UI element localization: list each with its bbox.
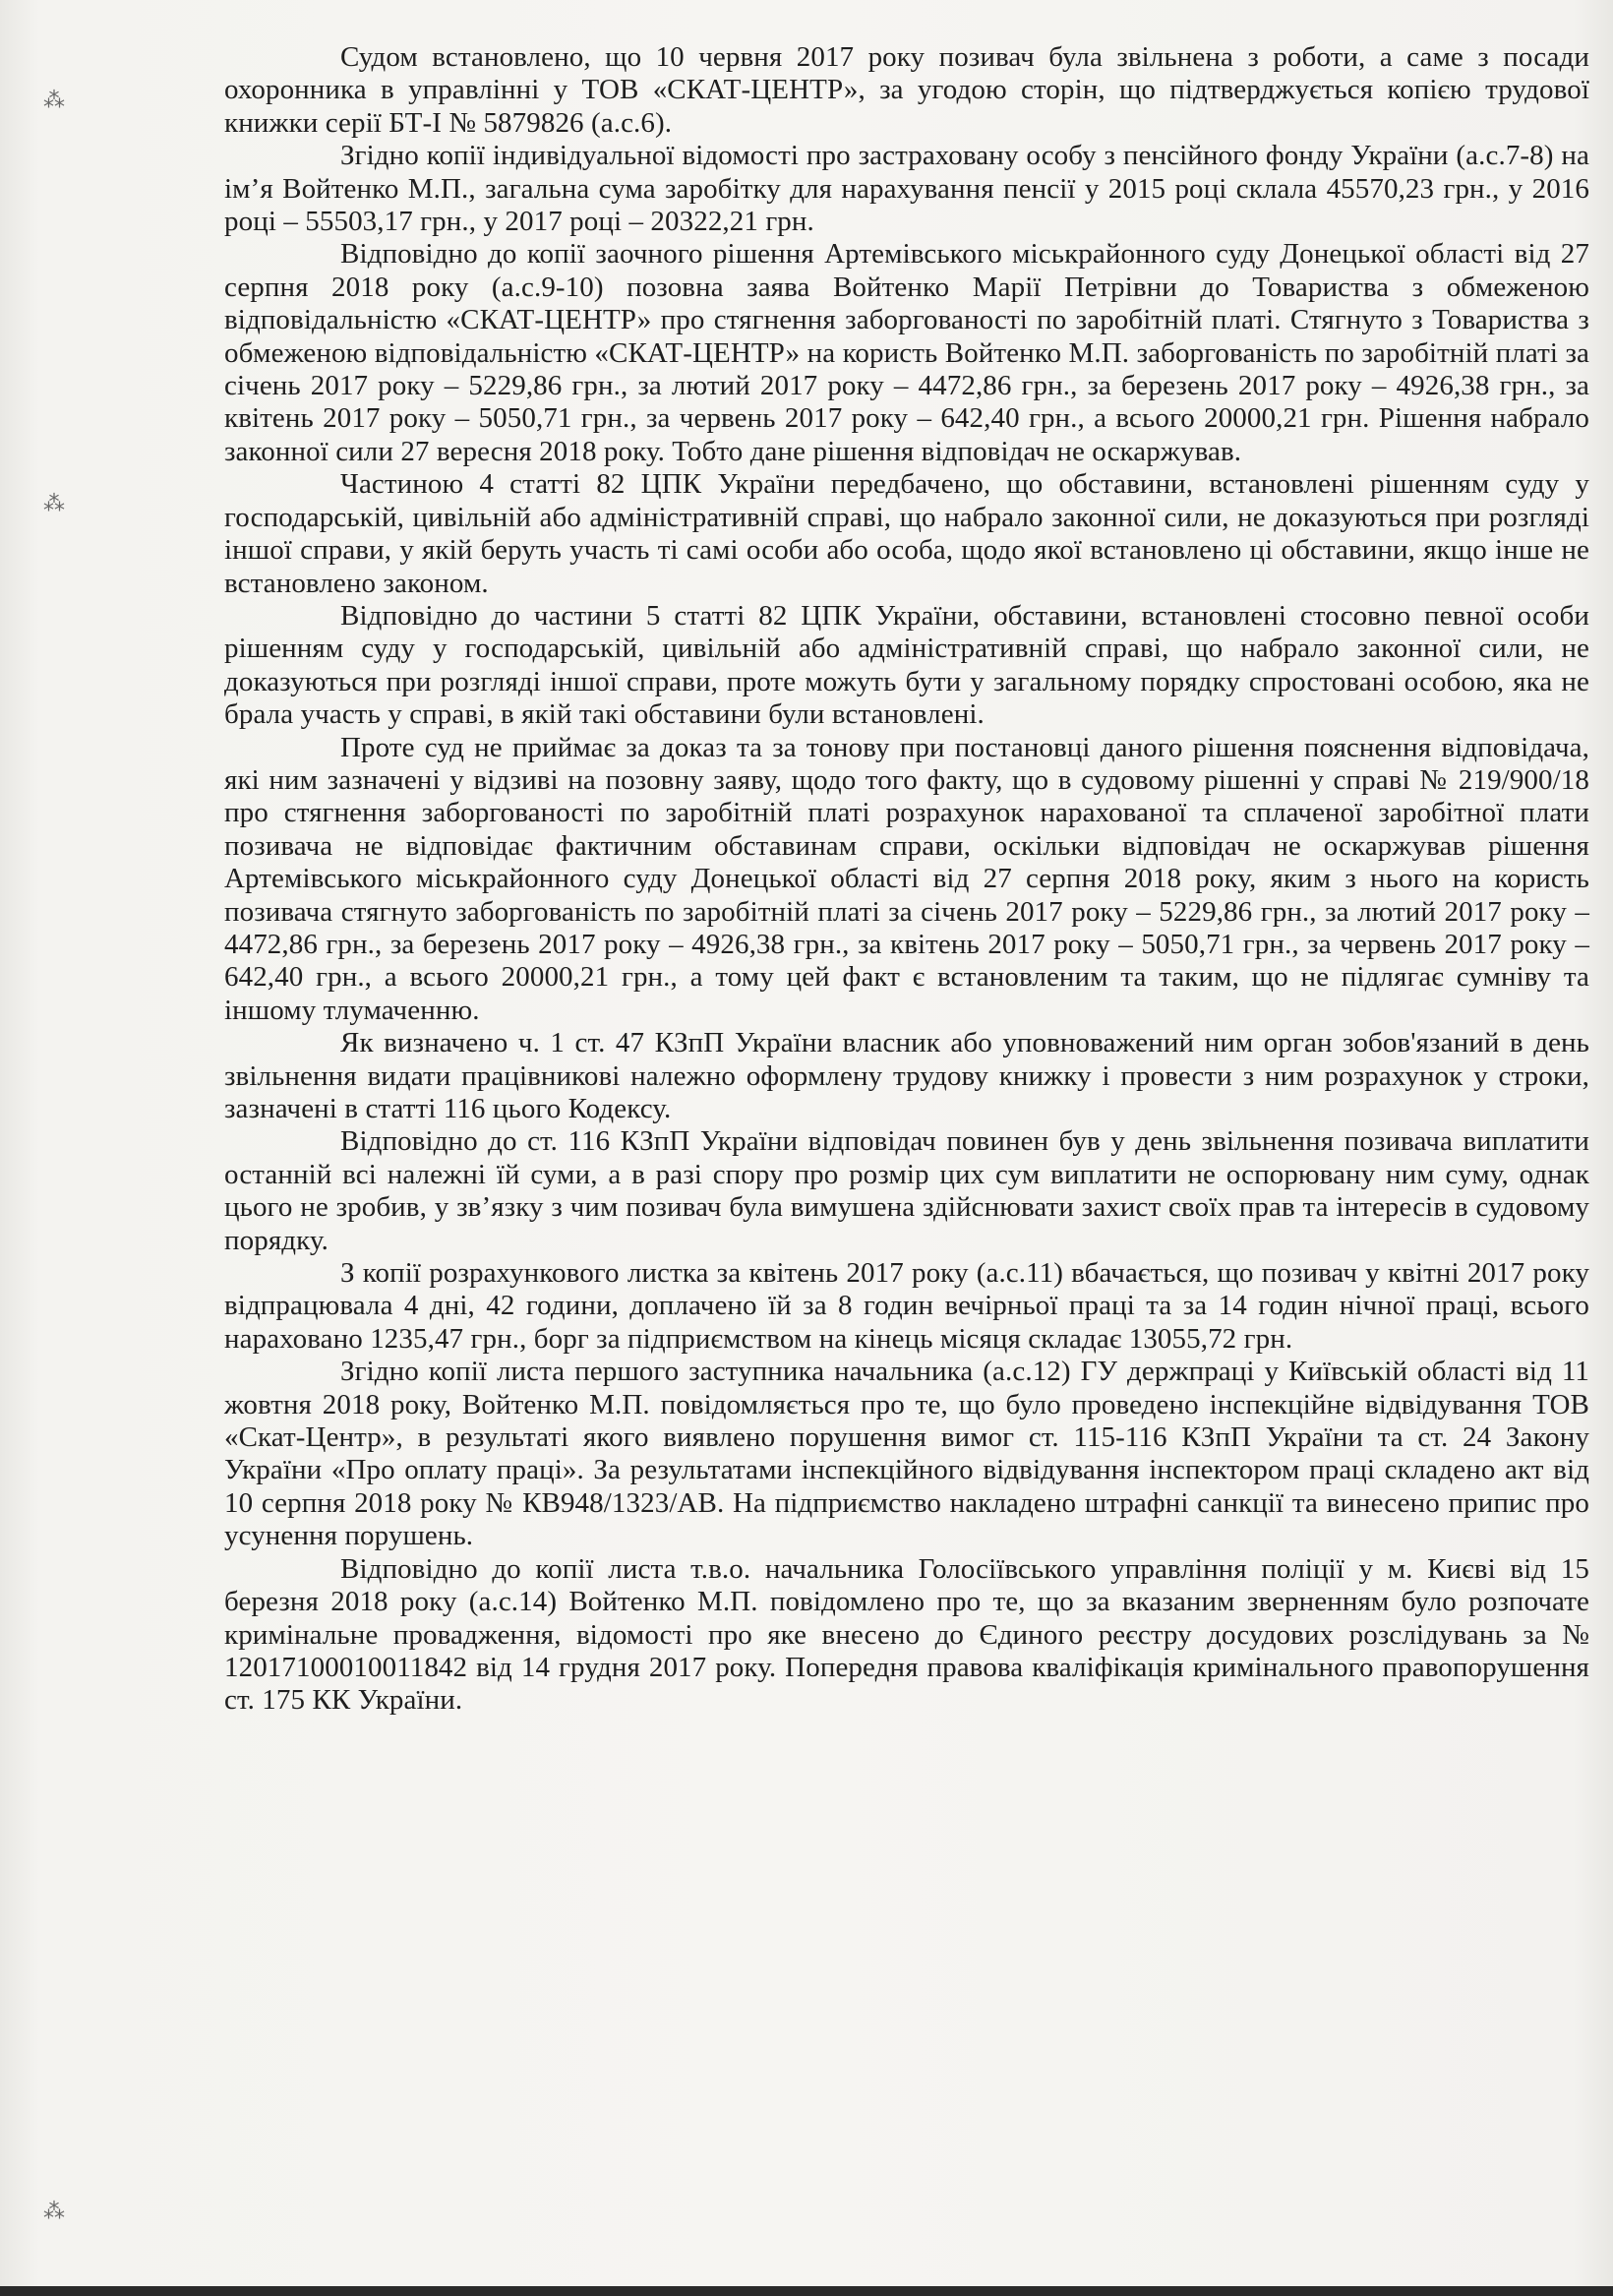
paragraph: Проте суд не приймає за доказ та за тонову при постановці даного рішення пояснення відповідача, які ним зазначені у відзиві на позовну заяву, щодо того факту, що в судовому рішенні у справі № 219/900/18 про стягнення заборгованості по заробітній платі розрахунок нарахованої та сплаченої заробітної плати позивача не відповідає фактичним обставинам справи, оскільки відповідач не оскаржував рішення Артемівського міськрайонного суду Донецької області від 27 серпня 2018 року, яким з нього на користь позивача стягнуто заборгованість по заробітній платі за січень 2017 року – 5229,86 грн., за лютий 2017 року – 4472,86 грн., за березень 2017 року – 4926,38 грн., за квітень 2017 року – 5050,71 грн., за червень 2017 року – 642,40 грн., а всього 20000,21 грн., а тому цей факт є встановленим та таким, що не підлягає сумніву та іншому тлумаченню. [224,731,1589,1026]
binding-hole-mark: ⁂ [43,89,65,113]
paragraph: З копії розрахункового листка за квітень 2017 року (а.с.11) вбачається, що позивач у квітні 2017 року відпрацювала 4 дні, 42 години, доплачено їй за 8 годин вечірньої праці та за 14 годин нічної праці, всього нараховано 1235,47 грн., борг за підприємством на кінець місяця складає 13055,72 грн. [224,1257,1589,1355]
paragraph: Судом встановлено, що 10 червня 2017 року позивач була звільнена з роботи, а саме з посади охоронника в управлінні у ТОВ «СКАТ-ЦЕНТР», за угодою сторін, що підтверджується копією трудової книжки серії БТ-І № 5879826 (а.с.6). [224,41,1589,139]
paragraph: Як визначено ч. 1 ст. 47 КЗпП України власник або уповноважений ним орган зобов'язаний в день звільнення видати працівникові належно оформлену трудову книжку і провести з ним розрахунок у строки, зазначені в статті 116 цього Кодексу. [224,1027,1589,1124]
paragraph: Відповідно до копії листа т.в.о. начальника Голосіївського управління поліції у м. Києві від 15 березня 2018 року (а.с.14) Войтенко М.П. повідомлено про те, що за вказаним зверненням було розпочате кримінальне провадження, відомості про яке внесено до Єдиного реєстру досудових розслідувань за № 12017100010011842 від 14 грудня 2017 року. Попередня правова кваліфікація кримінального правопорушення ст. 175 КК України. [224,1552,1589,1717]
paragraph: Відповідно до ст. 116 КЗпП України відповідач повинен був у день звільнення позивача виплатити останній всі належні їй суми, а в разі спору про розмір цих сум виплатити не оспорювану ним суму, однак цього не зробив, у зв’язку з чим позивач була вимушена здійснювати захист своїх прав та інтересів в судовому порядку. [224,1125,1589,1256]
paragraph: Відповідно до частини 5 статті 82 ЦПК України, обставини, встановлені стосовно певної особи рішенням суду у господарській, цивільній або адміністративній справі, що набрало законної сили, не доказуються при розгляді іншої справи, проте можуть бути у загальному порядку спростовані особою, яка не брала участь у справі, в якій такі обставини були встановлені. [224,599,1589,731]
document-body [224,41,1589,1718]
paragraph: Частиною 4 статті 82 ЦПК України передбачено, що обставини, встановлені рішенням суду у господарській, цивільній або адміністративній справі, що набрало законної сили, не доказуються при розгляді іншої справи, у якій беруть участь ті самі особи або особа, щодо якої встановлено ці обставини, якщо інше не встановлено законом. [224,468,1589,599]
scan-edge [0,2286,1613,2296]
paragraph: Відповідно до копії заочного рішення Артемівського міськрайонного суду Донецької області від 27 серпня 2018 року (а.с.9-10) позовна заява Войтенко Марії Петрівни до Товариства з обмеженою відповідальністю «СКАТ-ЦЕНТР» про стягнення заборгованості по заробітній платі. Стягнуто з Товариства з обмеженою відповідальністю «СКАТ-ЦЕНТР» на користь Войтенко М.П. заборгованість по заробітній платі за січень 2017 року – 5229,86 грн., за лютий 2017 року – 4472,86 грн., за березень 2017 року – 4926,38 грн., за квітень 2017 року – 5050,71 грн., за червень 2017 року – 642,40 грн., а всього 20000,21 грн. Рішення набрало законної сили 27 вересня 2018 року. Тобто дане рішення відповідач не оскаржував. [224,238,1589,467]
binding-hole-mark: ⁂ [43,2200,65,2224]
binding-hole-mark: ⁂ [43,492,65,516]
paragraph: Згідно копії індивідуальної відомості про застраховану особу з пенсійного фонду України (а.с.7-8) на ім’я Войтенко М.П., загальна сума заробітку для нарахування пенсії у 2015 році склала 45570,23 грн., у 2016 році – 55503,17 грн., у 2017 році – 20322,21 грн. [224,140,1589,238]
paragraph: Згідно копії листа першого заступника начальника (а.с.12) ГУ держпраці у Київській області від 11 жовтня 2018 року, Войтенко М.П. повідомляється про те, що було проведено інспекційне відвідування ТОВ «Скат-Центр», в результаті якого виявлено порушення вимог ст. 115-116 КЗпП України та ст. 24 Закону України «Про оплату праці». За результатами інспекційного відвідування інспектором праці складено акт від 10 серпня 2018 року № КВ948/1323/АВ. На підприємство накладено штрафні санкції та винесено припис про усунення порушень. [224,1356,1589,1552]
